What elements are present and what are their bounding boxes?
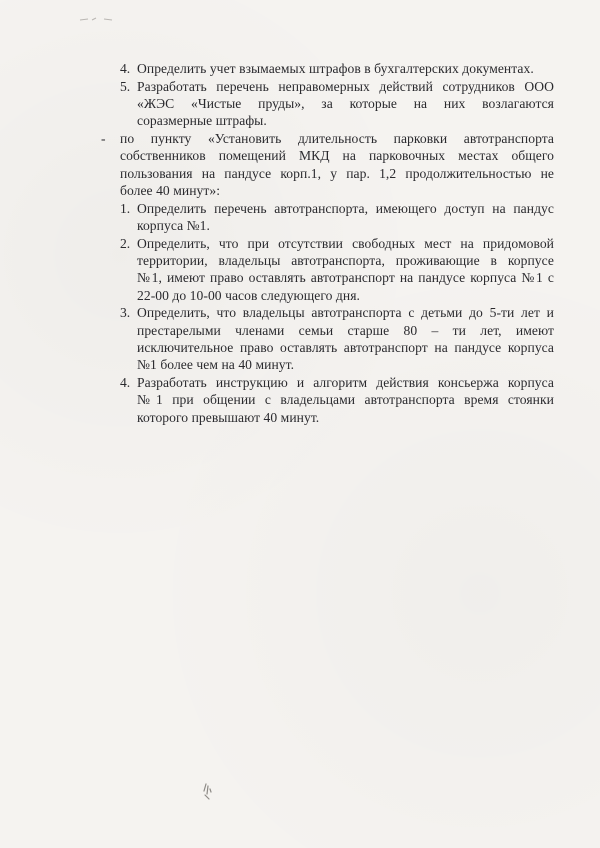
subitem-2-line-3: №1, имеют право оставлять автотранспорт на пандусе корпуса №1 с bbox=[137, 270, 554, 285]
subitem-1-number: 1. bbox=[120, 201, 131, 216]
subitem-4-line-3: которого превышают 40 минут. bbox=[137, 410, 320, 425]
item-4-number: 4. bbox=[120, 61, 131, 76]
item-5-number: 5. bbox=[120, 79, 131, 94]
subitem-3-number: 3. bbox=[120, 305, 131, 320]
subitem-4-line-1: Разработать инструкцию и алгоритм действия консьержа корпуса bbox=[137, 375, 554, 390]
item-5-line-3: соразмерные штрафы. bbox=[137, 113, 267, 128]
subitem-4-line-2: №1 при общении с владельцами автотранспорта время стоянки bbox=[137, 392, 554, 407]
paragraph-line-3: пользования на пандусе корп.1, у пар. 1,2 продолжительностью не bbox=[120, 166, 554, 181]
paragraph-line-1: по пункту «Установить длительность парковки автотранспорта bbox=[120, 131, 554, 146]
paragraph-line-4: более 40 минут»: bbox=[120, 183, 221, 198]
paragraph-line-2: собственников помещений МКД на парковочных местах общего bbox=[120, 148, 554, 163]
subitem-1-line-2: корпуса №1. bbox=[137, 218, 210, 233]
list-dash: - bbox=[101, 131, 106, 146]
subitem-3-line-4: №1 более чем на 40 минут. bbox=[137, 357, 295, 372]
subitem-4-number: 4. bbox=[120, 375, 131, 390]
subitem-2-number: 2. bbox=[120, 236, 131, 251]
item-4-text: Определить учет взымаемых штрафов в бухгалтерских документах. bbox=[137, 61, 534, 76]
subitem-2-line-2: территории, владельцы автотранспорта, проживающие в корпусе bbox=[137, 253, 554, 268]
scan-smudge-mark bbox=[198, 782, 218, 802]
subitem-1-line-1: Определить перечень автотранспорта, имеющего доступ на пандус bbox=[137, 201, 554, 216]
scan-speck-mark bbox=[78, 14, 118, 24]
subitem-3-line-1: Определить, что владельцы автотранспорта с детьми до 5-ти лет и bbox=[137, 305, 554, 320]
subitem-2-line-1: Определить, что при отсутствии свободных мест на придомовой bbox=[137, 236, 554, 251]
item-5-line-2: «ЖЭС «Чистые пруды», за которые на них возлагаются bbox=[137, 96, 554, 111]
subitem-3-line-2: престарелыми членами семьи старше 80 – ти лет, имеют bbox=[137, 323, 554, 338]
item-5-line-1: Разработать перечень неправомерных действий сотрудников ООО bbox=[137, 79, 554, 94]
subitem-2-line-4: 22-00 до 10-00 часов следующего дня. bbox=[137, 288, 360, 303]
subitem-3-line-3: исключительное право оставлять автотранспорт на пандусе корпуса bbox=[137, 340, 554, 355]
